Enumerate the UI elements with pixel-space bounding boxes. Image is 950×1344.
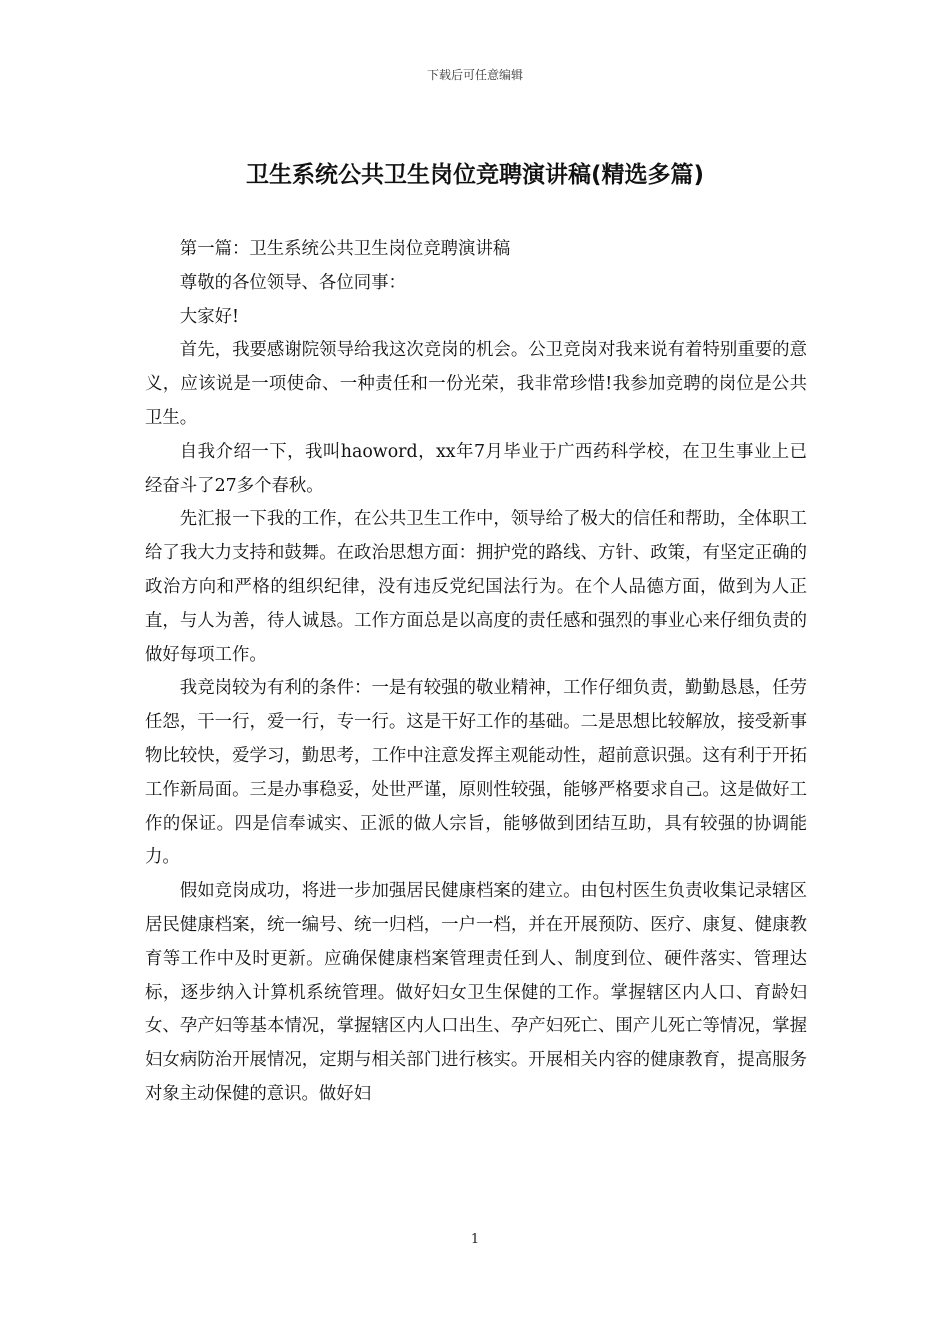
body-paragraph: 我竞岗较为有利的条件：一是有较强的敬业精神，工作仔细负责，勤勤恳恳，任劳任怨，干一行，爱一行，专一行。这是干好工作的基础。二是思想比较解放，接受新事物比较快，爱学习，勤思考，工作中注意发挥主观能动性，超前意识强。这有利于开拓工作新局面。三是办事稳妥，处世严谨，原则性较强，能够严格要求自己。这是做好工作的保证。四是信奉诚实、正派的做人宗旨，能够做到团结互助，具有较强的协调能力。 — [145, 678, 807, 868]
body-paragraph: 先汇报一下我的工作，在公共卫生工作中，领导给了极大的信任和帮助，全体职工给了我大力支持和鼓舞。在政治思想方面：拥护党的路线、方针、政策，有坚定正确的政治方向和严格的组织纪律，没有违反党纪国法行为。在个人品德方面，做到为人正直，与人为善，待人诚恳。工作方面总是以高度的责任感和强烈的事业心来仔细负责的做好每项工作。 — [145, 509, 807, 665]
document-body — [145, 233, 807, 1112]
section-heading: 第一篇：卫生系统公共卫生岗位竞聘演讲稿 — [179, 239, 511, 259]
document-title: 卫生系统公共卫生岗位竞聘演讲稿(精选多篇) — [245, 162, 705, 188]
body-paragraph: 首先，我要感谢院领导给我这次竞岗的机会。公卫竞岗对我来说有着特别重要的意义，应该说是一项使命、一种责任和一份光荣，我非常珍惜!我参加竞聘的岗位是公共卫生。 — [145, 340, 807, 428]
page-number: 1 — [470, 1232, 480, 1247]
greeting: 大家好! — [179, 306, 239, 327]
body-paragraph: 假如竞岗成功，将进一步加强居民健康档案的建立。由包村医生负责收集记录辖区居民健康档案，统一编号、统一归档，一户一档，并在开展预防、医疗、康复、健康教育等工作中及时更新。应确保健康档案管理责任到人、制度到位、硬件落实、管理达标，逐步纳入计算机系统管理。做好妇女卫生保健的工作。掌握辖区内人口、育龄妇女、孕产妇等基本情况，掌握辖区内人口出生、孕产妇死亡、围产儿死亡等情况，掌握妇女病防治开展情况，定期与相关部门进行核实。开展相关内容的健康教育，提高服务对象主动保健的意识。做好妇 — [145, 881, 807, 1104]
body-paragraph: 自我介绍一下，我叫haoword，xx年7月毕业于广西药科学校，在卫生事业上已经奋斗了27多个春秋。 — [145, 441, 807, 496]
salutation: 尊敬的各位领导、各位同事： — [179, 272, 406, 293]
page-header-note: 下载后可任意编辑 — [426, 68, 523, 82]
